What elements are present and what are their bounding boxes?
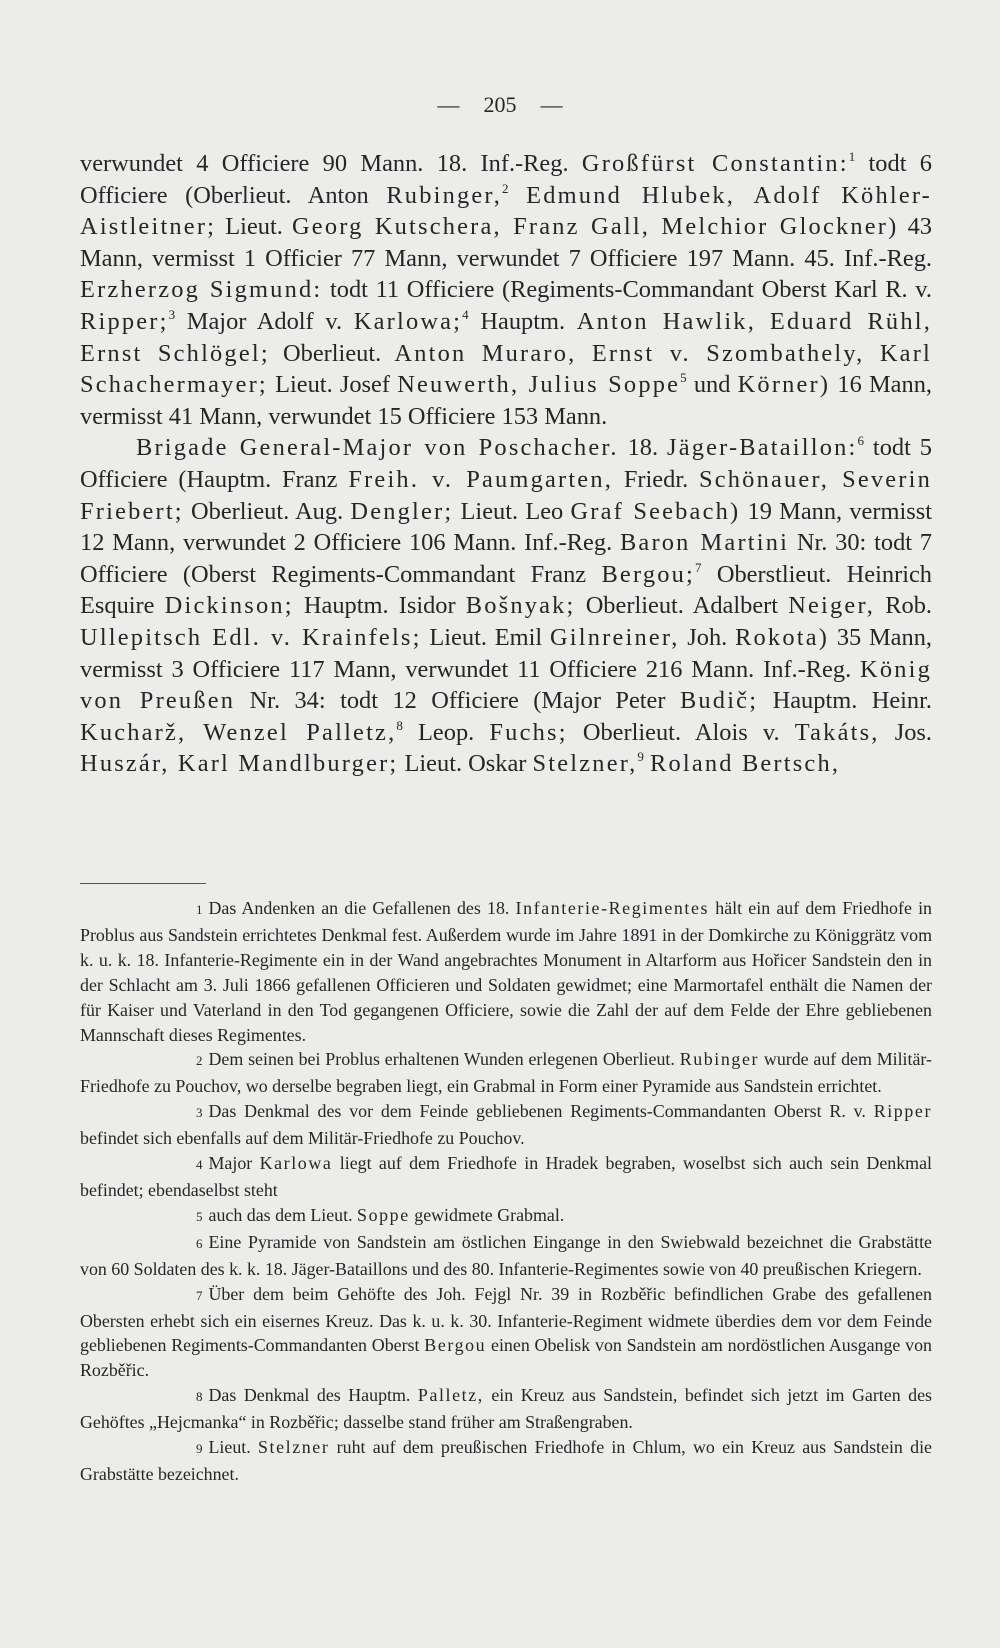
spaced-name: Takáts, bbox=[794, 718, 880, 746]
footnote-5 bbox=[80, 1203, 932, 1230]
footnote-text: Major bbox=[208, 1153, 260, 1174]
spaced-name: Budič; bbox=[679, 687, 759, 715]
spaced-name: Erzherzog Sigmund: bbox=[80, 276, 323, 304]
spaced-name: Graf Seebach) bbox=[570, 497, 741, 525]
text-run: und bbox=[686, 371, 738, 399]
footnote-marker: 6 bbox=[857, 433, 865, 449]
footnote-text: Das Denkmal des vor dem Feinde gebliebenen Regiments-Commandanten Oberst R. v. bbox=[208, 1101, 874, 1122]
spaced-name: Dengler; bbox=[350, 497, 454, 525]
text-run: Hauptm. Heinr. bbox=[758, 687, 932, 715]
footnote-spaced-text: Karlowa bbox=[259, 1153, 333, 1174]
spaced-name: Neiger, bbox=[788, 592, 876, 620]
text-run: Friedr. bbox=[613, 465, 699, 493]
spaced-name: Körner) bbox=[737, 371, 831, 399]
footnote-marker: 3 bbox=[168, 306, 176, 322]
footnote-1 bbox=[80, 896, 932, 1047]
footnote-number: 8 bbox=[196, 1389, 203, 1405]
spaced-name: Schönauer, Severin Friebert; bbox=[80, 465, 932, 525]
spaced-name: Großfürst Constantin: bbox=[581, 150, 849, 177]
footnote-spaced-text: Bergou bbox=[424, 1335, 487, 1356]
footnote-7 bbox=[80, 1282, 932, 1384]
footnote-marker: 7 bbox=[695, 559, 702, 575]
footnote-text: Das Andenken an die Gefallenen des 18. bbox=[208, 898, 516, 918]
footnote-number: 4 bbox=[196, 1157, 203, 1173]
spaced-name: Stelzner, bbox=[532, 750, 638, 778]
spaced-name: Ullepitsch Edl. v. Krainfels; bbox=[80, 623, 422, 651]
footnote-2 bbox=[80, 1047, 932, 1099]
text-run: Jos. bbox=[879, 718, 932, 746]
text-run: Nr. 34: todt 12 Officiere (Major Peter bbox=[235, 687, 680, 715]
footnote-6 bbox=[80, 1230, 932, 1282]
text-run: Major Adolf v. bbox=[175, 307, 354, 335]
footnote-text: gewidmete Grabmal. bbox=[409, 1204, 565, 1225]
footnote-number: 9 bbox=[196, 1441, 203, 1457]
footnotes bbox=[80, 896, 932, 1487]
spaced-name: Anton Muraro, Ernst v. Szombathely, Karl Schachermayer; bbox=[80, 339, 932, 399]
paragraph-2 bbox=[80, 432, 932, 780]
text-run: Nr. 30: todt 7 Officiere (Oberst Regiments-Commandant Franz bbox=[80, 529, 933, 588]
spaced-name: Jäger-Bataillon: bbox=[667, 434, 858, 462]
footnote-number: 3 bbox=[196, 1105, 203, 1121]
footnote-text: Eine Pyramide von Sandstein am östlichen Eingange in den Swiebwald bezeichnet die Grabstätte von 60 Soldaten des k. k. 18. Jäger-Bataillons und des 80. Infanterie-Regimentes sowie von 40 preußischen Kriegern. bbox=[80, 1231, 932, 1279]
spaced-name: Baron Martini bbox=[619, 529, 790, 557]
text-run: verwundet 4 Officiere 90 Mann. 18. Inf.-Reg. bbox=[80, 150, 582, 177]
footnote-spaced-text: Rubinger bbox=[679, 1049, 760, 1070]
text-run: Oberstlieut. Heinrich Esquire bbox=[80, 560, 932, 620]
text-run: Lieut. Leo bbox=[453, 497, 571, 525]
footnote-number: 6 bbox=[196, 1235, 203, 1251]
text-run: todt 11 Officiere (Regiments-Commandant Oberst Karl R. v. bbox=[322, 276, 933, 304]
footnote-text: Lieut. bbox=[208, 1437, 258, 1458]
spaced-name: Anton Hawlik, Eduard Rühl, Ernst Schlögel; bbox=[80, 307, 932, 367]
footnote-spaced-text: Stelzner bbox=[257, 1437, 330, 1458]
footnote-4 bbox=[80, 1151, 932, 1203]
spaced-name: Ripper; bbox=[80, 307, 169, 335]
text-run: Oberlieut. Aug. bbox=[183, 497, 351, 525]
footnote-spaced-text: Soppe bbox=[357, 1204, 410, 1225]
text-run: Oberlieut. Alois v. bbox=[567, 718, 795, 746]
footnote-number: 2 bbox=[196, 1053, 203, 1069]
footnote-marker: 2 bbox=[502, 180, 509, 196]
footnote-marker: 8 bbox=[396, 717, 403, 733]
footnote-spaced-text: Infanterie-Regimentes bbox=[515, 898, 710, 918]
footnote-text: ein Kreuz aus Sandstein, befindet sich jetzt im Garten des Gehöftes „Hejcmanka“ in Rozběřic; dasselbe stand früher am Straßengraben. bbox=[80, 1385, 932, 1433]
footnote-text: einen Obelisk von Sandstein am nordöstlichen Ausgange von Rozběřic. bbox=[80, 1335, 933, 1381]
text-run: Lieut. Emil bbox=[421, 623, 550, 651]
spaced-name: König von Preußen bbox=[80, 655, 932, 715]
text-run: todt 6 Officiere (Oberlieut. Anton bbox=[80, 150, 932, 209]
text-run: 43 Mann, vermisst 1 Officier 77 Mann, verwundet 7 Officiere 197 Mann. 45. Inf.-Reg. bbox=[80, 213, 932, 272]
text-run bbox=[509, 182, 527, 209]
spaced-name: Edmund Hlubek, Adolf Köhler-Aistleitner; bbox=[80, 181, 932, 241]
footnote-marker: 9 bbox=[637, 749, 644, 765]
text-run: Leop. bbox=[402, 718, 490, 746]
spaced-name: Huszár, Karl Mandlburger; bbox=[80, 750, 399, 778]
text-run: Oberlieut. bbox=[269, 339, 395, 367]
footnote-marker: 4 bbox=[462, 306, 469, 322]
spaced-name: Bergou; bbox=[601, 560, 696, 588]
footnote-marker: 1 bbox=[848, 149, 856, 164]
footnote-divider bbox=[80, 883, 206, 884]
page-header bbox=[0, 92, 1000, 118]
main-text bbox=[80, 148, 932, 780]
text-run: todt 5 Officiere (Hauptm. Franz bbox=[80, 434, 932, 493]
text-run: Lieut. bbox=[216, 213, 292, 241]
spaced-name: Freih. v. Paumgarten, bbox=[348, 465, 614, 493]
spaced-name: Neuwerth, Julius Soppe bbox=[397, 371, 681, 399]
paragraph-1 bbox=[80, 148, 932, 432]
footnote-text: Über dem beim Gehöfte des Joh. Fejgl Nr. 39 in Rozběřic befindlichen Grabe des gefallenen Obersten erhebt sich ein eisernes Kreuz. Das k. u. k. 30. Infanterie-Regiment widmete überdies dem vor dem Feinde gebliebenen Regiments-Commandanten Oberst bbox=[80, 1283, 932, 1356]
footnote-text: wurde auf dem Militär-Friedhofe zu Pouchov, wo derselbe begraben liegt, ein Grabmal in Form einer Pyramide aus Sandstein errichtet. bbox=[80, 1049, 932, 1097]
footnote-text: Dem seinen bei Problus erhaltenen Wunden erlegenen Oberlieut. bbox=[208, 1049, 680, 1070]
text-run: 19 Mann, vermisst 12 Mann, verwundet 2 Officiere 106 Mann. Inf.-Reg. bbox=[80, 497, 932, 557]
spaced-name: Fuchs; bbox=[489, 718, 568, 746]
header-dash-right: — bbox=[540, 92, 563, 117]
footnote-marker: 5 bbox=[680, 370, 687, 386]
footnote-spaced-text: Ripper bbox=[873, 1101, 932, 1122]
footnote-text: Das Denkmal des Hauptm. bbox=[208, 1385, 418, 1406]
spaced-name: Rokota) bbox=[735, 623, 830, 651]
footnote-text: hält ein auf dem Friedhofe in Problus aus Sandstein errichtetes Denkmal fest. Außerdem wurde im Jahre 1891 in der Domkirche zu Königgrätz vom k. u. k. 18. Infanterie-Regimente ein in der Wand angebrachtes Monument in Altarform aus Hořicer Sandstein den in der Schlacht am 3. Juli 1866 gefallenen Officieren und Soldaten gewidmet; eine Marmortafel enthält die Namen der für Kaiser und Vaterland in den Tod gegangenen Officiere, sowie die Zahl der auf dem Felde der Ehre gebliebenen Mannschaft dieses Regimentes. bbox=[80, 898, 932, 1045]
footnote-spaced-text: Palletz, bbox=[417, 1385, 484, 1406]
spaced-name: Brigade General-Major von Poschacher. bbox=[136, 434, 619, 462]
spaced-name: Gilnreiner, bbox=[549, 623, 680, 651]
text-run: Oberlieut. Adalbert bbox=[575, 592, 789, 620]
footnote-number: 7 bbox=[196, 1287, 203, 1303]
footnote-text: auch das dem Lieut. bbox=[208, 1204, 358, 1225]
text-run: 35 Mann, vermisst 3 Officiere 117 Mann, verwundet 11 Officiere 216 Mann. Inf.-Reg. bbox=[80, 623, 932, 683]
text-run: Hauptm. bbox=[468, 307, 577, 335]
footnote-text: befindet sich ebenfalls auf dem Militär-Friedhofe zu Pouchov. bbox=[80, 1128, 525, 1149]
spaced-name: Karlowa; bbox=[353, 307, 463, 335]
spaced-name: Georg Kutschera, Franz Gall, Melchior Glockner) bbox=[291, 213, 899, 241]
spaced-name: Dickinson; bbox=[164, 592, 294, 620]
footnote-number: 5 bbox=[196, 1208, 203, 1224]
text-run: Lieut. Josef bbox=[267, 371, 398, 399]
page-number: 205 bbox=[483, 92, 517, 117]
spaced-name: Rubinger, bbox=[386, 181, 503, 209]
footnote-text: liegt auf dem Friedhofe in Hradek begraben, woselbst sich auch sein Denkmal befindet; ebendaselbst steht bbox=[80, 1153, 932, 1200]
text-run: 16 Mann, vermisst 41 Mann, verwundet 15 Officiere 153 Mann. bbox=[80, 371, 932, 430]
footnote-9 bbox=[80, 1435, 932, 1487]
footnote-text: ruht auf dem preußischen Friedhofe in Chlum, wo ein Kreuz aus Sandstein die Grabstätte bezeichnet. bbox=[80, 1437, 932, 1484]
footnote-8 bbox=[80, 1383, 932, 1435]
text-run: Lieut. Oskar bbox=[398, 750, 533, 778]
footnote-number: 1 bbox=[196, 902, 203, 917]
text-run: 18. bbox=[618, 434, 668, 462]
text-run: Joh. bbox=[679, 623, 736, 651]
footnote-3 bbox=[80, 1099, 932, 1151]
spaced-name: Kucharž, Wenzel Palletz, bbox=[80, 718, 397, 746]
spaced-name: Bošnyak; bbox=[465, 592, 576, 620]
text-run: Hauptm. Isidor bbox=[293, 592, 466, 620]
spaced-name: Roland Bertsch, bbox=[649, 750, 841, 778]
header-dash-left: — bbox=[437, 92, 460, 117]
text-run: Rob. bbox=[875, 592, 933, 620]
